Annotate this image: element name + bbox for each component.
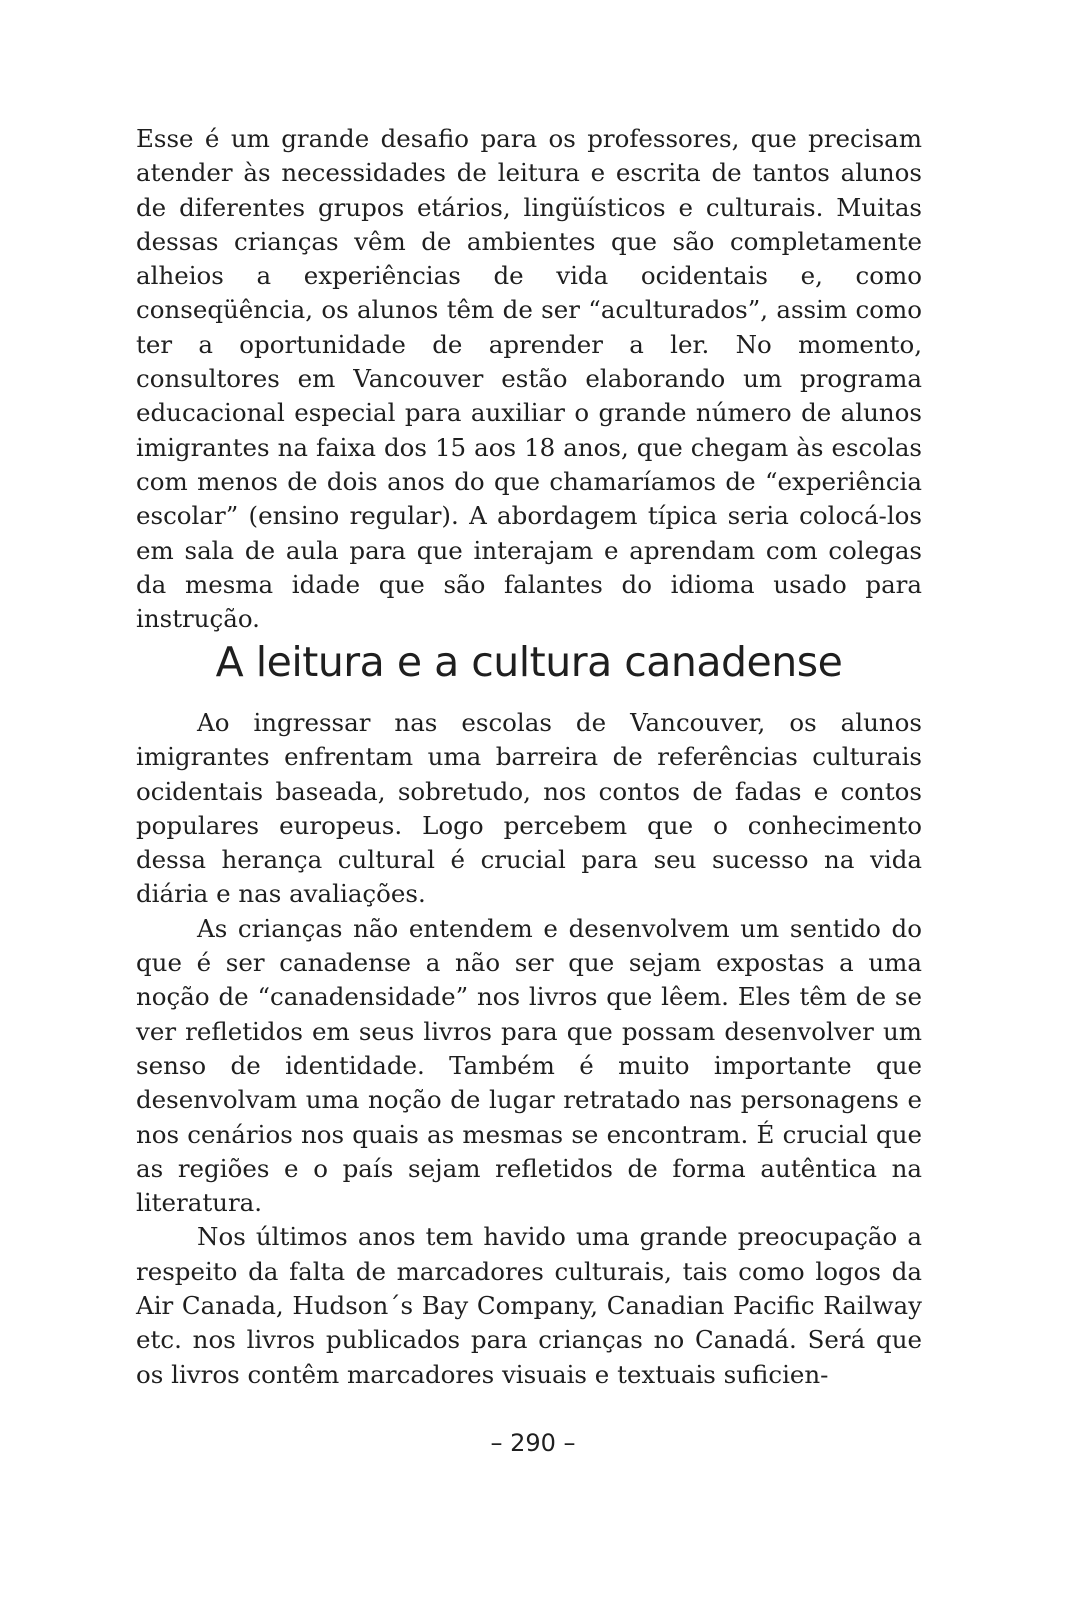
- intro-paragraph: Esse é um grande desafio para os professores, que precisam atender às necessidades de leitura e escrita de tantos alunos de diferentes grupos etários, lingüísticos e culturais. Muitas dessas crianças vêm de ambientes que são completamente alheios a experiências de vida ocidentais e, como conseqüência, os alunos têm de ser “aculturados”, assim como ter a oportunidade de aprender a ler. No momento, consultores em Vancouver estão elaborando um programa educacional especial para auxiliar o grande número de alunos imigrantes na faixa dos 15 aos 18 anos, que chegam às escolas com menos de dois anos do que chamaríamos de “experiência escolar” (ensino regular). A abordagem típica seria colocá-los em sala de aula para que interajam e aprendam com colegas da mesma idade que são falantes do idioma usado para instrução.: [136, 124, 922, 634]
- section-heading: A leitura e a cultura canadense: [215, 638, 843, 686]
- section-text-block: [136, 706, 922, 1392]
- page-number: – 290 –: [490, 1429, 576, 1457]
- section-paragraph-3: Nos últimos anos tem havido uma grande preocupação a respeito da falta de marcadores culturais, tais como logos da Air Canada, Hudson´s Bay Company, Canadian Pacific Railway etc. nos livros publicados para crianças no Canadá. Será que os livros contêm marcadores visuais e textuais suficien-: [136, 1222, 922, 1389]
- section-paragraph-2: As crianças não entendem e desenvolvem um sentido do que é ser canadense a não ser que sejam expostas a uma noção de “canadensidade” nos livros que lêem. Eles têm de se ver refletidos em seus livros para que possam desenvolver um senso de identidade. Também é muito importante que desenvolvam uma noção de lugar retratado nas personagens e nos cenários nos quais as mesmas se encontram. É crucial que as regiões e o país sejam refletidos de forma autêntica na literatura.: [136, 913, 922, 1218]
- section-paragraph-1: Ao ingressar nas escolas de Vancouver, os alunos imigrantes enfrentam uma barreira de referências culturais ocidentais baseada, sobretudo, nos contos de fadas e contos populares europeus. Logo percebem que o conhecimento dessa herança cultural é crucial para seu sucesso na vida diária e nas avaliações.: [136, 708, 922, 909]
- intro-text-block: [136, 122, 922, 636]
